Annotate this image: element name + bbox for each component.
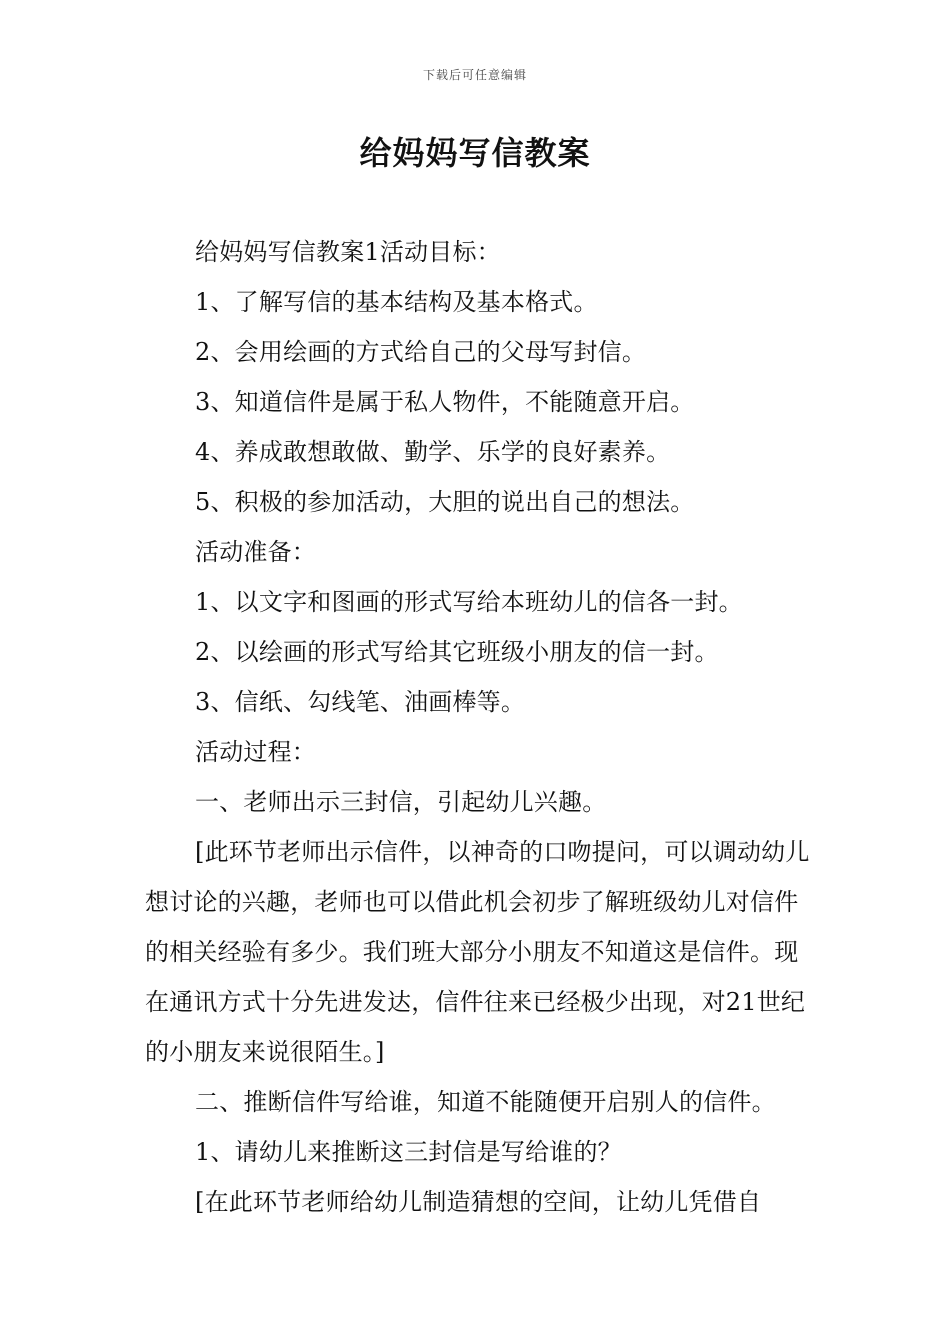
paragraph-step-2: 二、推断信件写给谁，知道不能随便开启别人的信件。 — [195, 1088, 776, 1116]
paragraph-preparation-1: 1、以文字和图画的形式写给本班幼儿的信各一封。 — [195, 588, 743, 616]
paragraph-preparation-3: 3、信纸、勾线笔、油画棒等。 — [195, 688, 526, 716]
paragraph-objective-2: 2、会用绘画的方式给自己的父母写封信。 — [195, 338, 647, 366]
paragraph-objective-4: 4、养成敢想敢做、勤学、乐学的良好素养。 — [195, 438, 671, 466]
paragraph-objective-5: 5、积极的参加活动，大胆的说出自己的想法。 — [195, 488, 695, 516]
document-body — [145, 227, 810, 1227]
paragraph-step-2-note: [在此环节老师给幼儿制造猜想的空间，让幼儿凭借自 — [195, 1188, 762, 1216]
paragraph-intro-objectives: 给妈妈写信教案1活动目标： — [195, 238, 501, 266]
document-title: 给妈妈写信教案 — [359, 134, 591, 172]
paragraph-objective-3: 3、知道信件是属于私人物件，不能随意开启。 — [195, 388, 695, 416]
paragraph-preparation-heading: 活动准备： — [195, 538, 316, 566]
paragraph-step-2-item-1: 1、请幼儿来推断这三封信是写给谁的？ — [195, 1138, 622, 1166]
page-header-note: 下载后可任意编辑 — [422, 68, 527, 82]
paragraph-step-1-note: [此环节老师出示信件，以神奇的口吻提问，可以调动幼儿想讨论的兴趣，老师也可以借此机会初步了解班级幼儿对信件的相关经验有多少。我们班大部分小朋友不知道这是信件。现在通讯方式十分先进发达，信件往来已经极少出现，对21世纪的小朋友来说很陌生。] — [145, 838, 810, 1066]
paragraph-process-heading: 活动过程： — [195, 738, 316, 766]
paragraph-step-1: 一、老师出示三封信，引起幼儿兴趣。 — [195, 788, 607, 816]
paragraph-preparation-2: 2、以绘画的形式写给其它班级小朋友的信一封。 — [195, 638, 719, 666]
paragraph-objective-1: 1、了解写信的基本结构及基本格式。 — [195, 288, 598, 316]
